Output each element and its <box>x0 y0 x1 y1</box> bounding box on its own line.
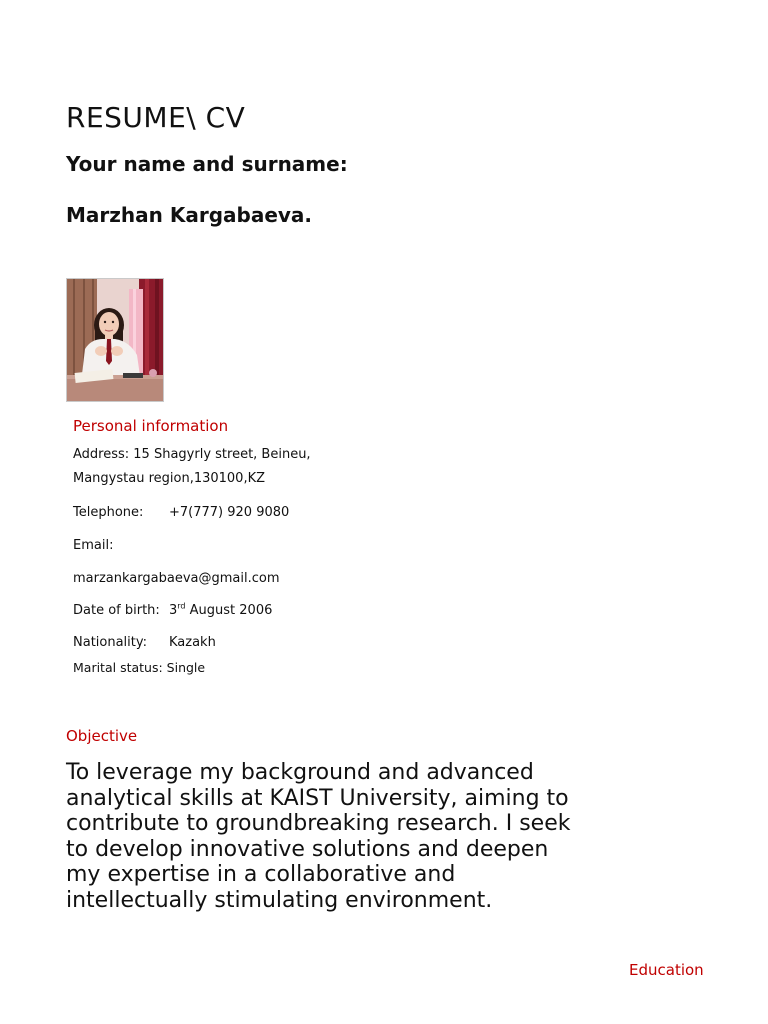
marital-status: Marital status: Single <box>73 660 206 675</box>
objective-heading: Objective <box>66 727 138 745</box>
telephone-row <box>73 503 290 523</box>
email-value: marzankargabaeva@gmail.com <box>73 571 280 586</box>
email-label: Email: <box>73 538 114 553</box>
date-of-birth-label: Date of birth: <box>73 603 160 618</box>
dob-day: 3 <box>169 603 178 618</box>
address-text: Address: 15 Shagyrly street, Beineu, Mangystau region,130100,KZ <box>73 447 311 486</box>
date-of-birth-value <box>169 601 272 621</box>
education-heading: Education <box>629 961 704 979</box>
personal-information-heading: Personal information <box>73 417 229 435</box>
telephone-value: +7(777) 920 9080 <box>169 505 290 520</box>
name-value: Marzhan Kargabaeva. <box>66 203 313 227</box>
nationality-row <box>73 633 216 653</box>
profile-photo-image <box>67 279 164 402</box>
nationality-value: Kazakh <box>169 635 216 650</box>
nationality-label: Nationality: <box>73 635 148 650</box>
profile-photo <box>66 278 164 402</box>
document-title: RESUME\ CV <box>66 101 246 134</box>
telephone-label: Telephone: <box>73 505 144 520</box>
dob-rest: August 2006 <box>185 603 273 618</box>
dob-suffix: rd <box>177 601 186 611</box>
date-of-birth-row <box>73 601 273 621</box>
objective-text: To leverage my background and advanced analytical skills at KAIST University, aiming to contribute to groundbreaking research. I seek to develop innovative solutions and deepen my expertise in a collaborative and intellectually stimulating environment. <box>66 760 571 913</box>
name-label: Your name and surname: <box>66 152 348 176</box>
